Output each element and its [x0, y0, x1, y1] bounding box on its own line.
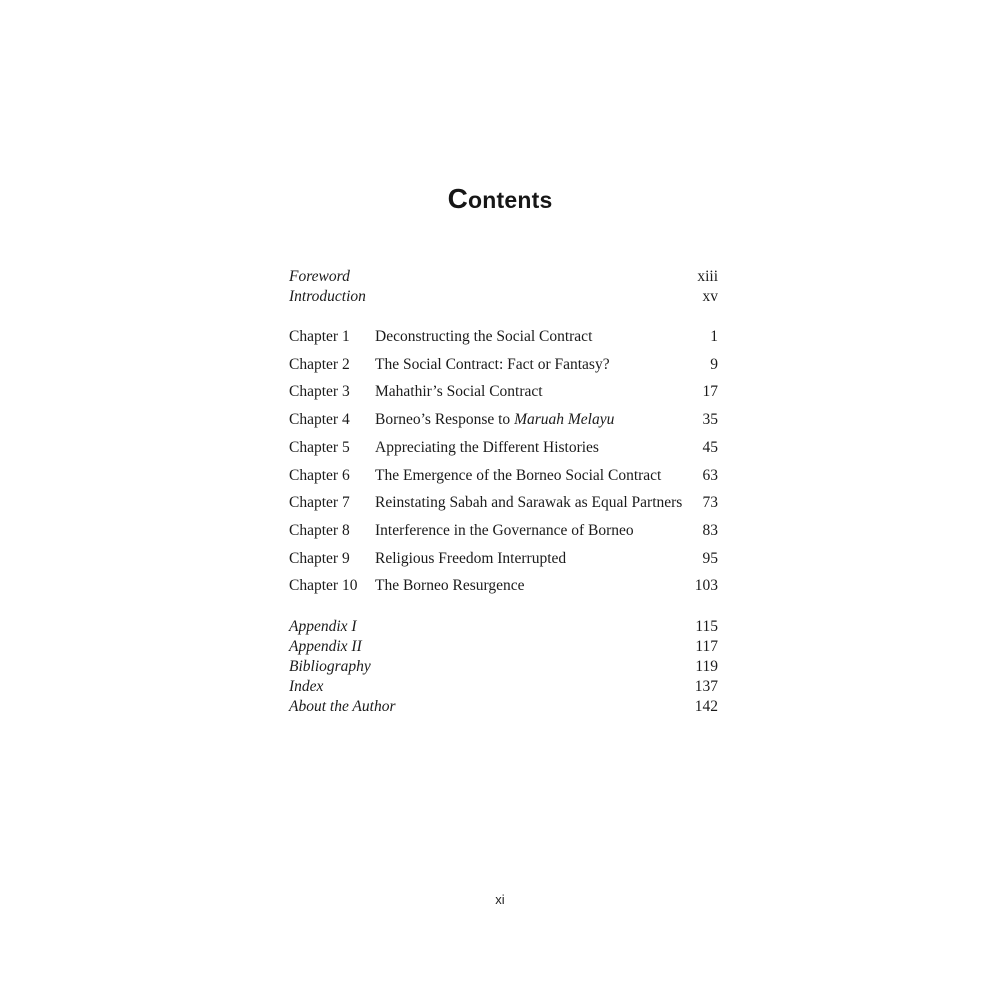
chapter-title-italic-text: Maruah Melayu: [514, 411, 615, 429]
page-folio-number: xi: [495, 892, 505, 907]
chapter-page-number: 103: [694, 577, 718, 595]
entry-label: Foreword: [289, 268, 350, 285]
chapter-title: [375, 406, 703, 434]
toc-row-index: [289, 677, 718, 697]
entry-page-number: xiii: [697, 268, 718, 285]
chapter-page-number: 1: [710, 328, 718, 345]
toc-row-chapter-6: [289, 462, 718, 490]
toc-row-chapter-5: [289, 434, 718, 462]
chapter-label: Chapter 8: [289, 521, 350, 539]
entry-page-number: xv: [702, 288, 718, 305]
toc-row-chapter-3: [289, 378, 718, 406]
toc-row-introduction: [289, 287, 718, 307]
chapter-label: Chapter 1: [289, 328, 350, 345]
page-title: Contents: [447, 183, 553, 215]
chapter-page-number: 35: [702, 411, 718, 429]
chapter-page-number: 9: [710, 355, 718, 373]
toc-row-chapter-10: [289, 572, 718, 600]
chapter-page-number: 73: [702, 494, 718, 512]
toc-row-foreword: [289, 267, 718, 287]
toc-row-chapter-1: [289, 323, 718, 351]
entry-page-number: 137: [694, 678, 718, 696]
chapters-section: [289, 323, 718, 600]
chapter-page-number: 83: [702, 521, 718, 539]
chapter-title: The Social Contract: Fact or Fantasy?: [375, 355, 610, 373]
entry-page-number: 117: [695, 638, 718, 656]
chapter-label: Chapter 3: [289, 383, 350, 401]
chapter-title: Deconstructing the Social Contract: [375, 328, 593, 345]
chapter-label: Chapter 6: [289, 466, 350, 484]
chapter-title: Mahathir’s Social Contract: [375, 383, 543, 401]
entry-label: Appendix I: [289, 618, 357, 636]
toc-row-about-the-author: [289, 697, 718, 717]
entry-page-number: 119: [695, 658, 718, 676]
front-matter-section: [289, 267, 718, 307]
toc-row-chapter-2: [289, 351, 718, 379]
chapter-label: Chapter 2: [289, 355, 350, 373]
toc-row-chapter-4: [289, 406, 718, 434]
chapter-page-number: 17: [702, 383, 718, 401]
chapter-title: Interference in the Governance of Borneo: [375, 521, 634, 539]
chapter-label: Chapter 10: [289, 577, 358, 595]
toc-row-chapter-7: [289, 489, 718, 517]
toc-row-appendix-2: [289, 637, 718, 657]
chapter-title: Religious Freedom Interrupted: [375, 549, 567, 567]
chapter-label: Chapter 9: [289, 549, 350, 567]
toc-row-bibliography: [289, 657, 718, 677]
chapter-title-text: Borneo’s Response to: [375, 411, 515, 429]
chapter-page-number: 45: [702, 438, 718, 456]
table-of-contents: [289, 267, 718, 717]
chapter-title: The Borneo Resurgence: [375, 577, 525, 595]
entry-label: Bibliography: [289, 658, 371, 676]
toc-row-appendix-1: [289, 617, 718, 637]
chapter-title: Reinstating Sabah and Sarawak as Equal Partners: [375, 494, 683, 512]
toc-row-chapter-9: [289, 545, 718, 573]
entry-page-number: 142: [694, 698, 718, 716]
entry-label: Introduction: [289, 288, 366, 305]
entry-page-number: 115: [695, 618, 718, 636]
toc-row-chapter-8: [289, 517, 718, 545]
chapter-page-number: 63: [702, 466, 718, 484]
chapter-title: The Emergence of the Borneo Social Contract: [375, 466, 662, 484]
chapter-label: Chapter 5: [289, 438, 350, 456]
chapter-label: Chapter 4: [289, 411, 350, 429]
chapter-page-number: 95: [702, 549, 718, 567]
chapter-title: Appreciating the Different Histories: [375, 438, 599, 456]
entry-label: Index: [289, 678, 324, 696]
entry-label: Appendix II: [289, 638, 362, 656]
chapter-label: Chapter 7: [289, 494, 350, 512]
entry-label: About the Author: [289, 698, 396, 716]
back-matter-section: [289, 617, 718, 717]
